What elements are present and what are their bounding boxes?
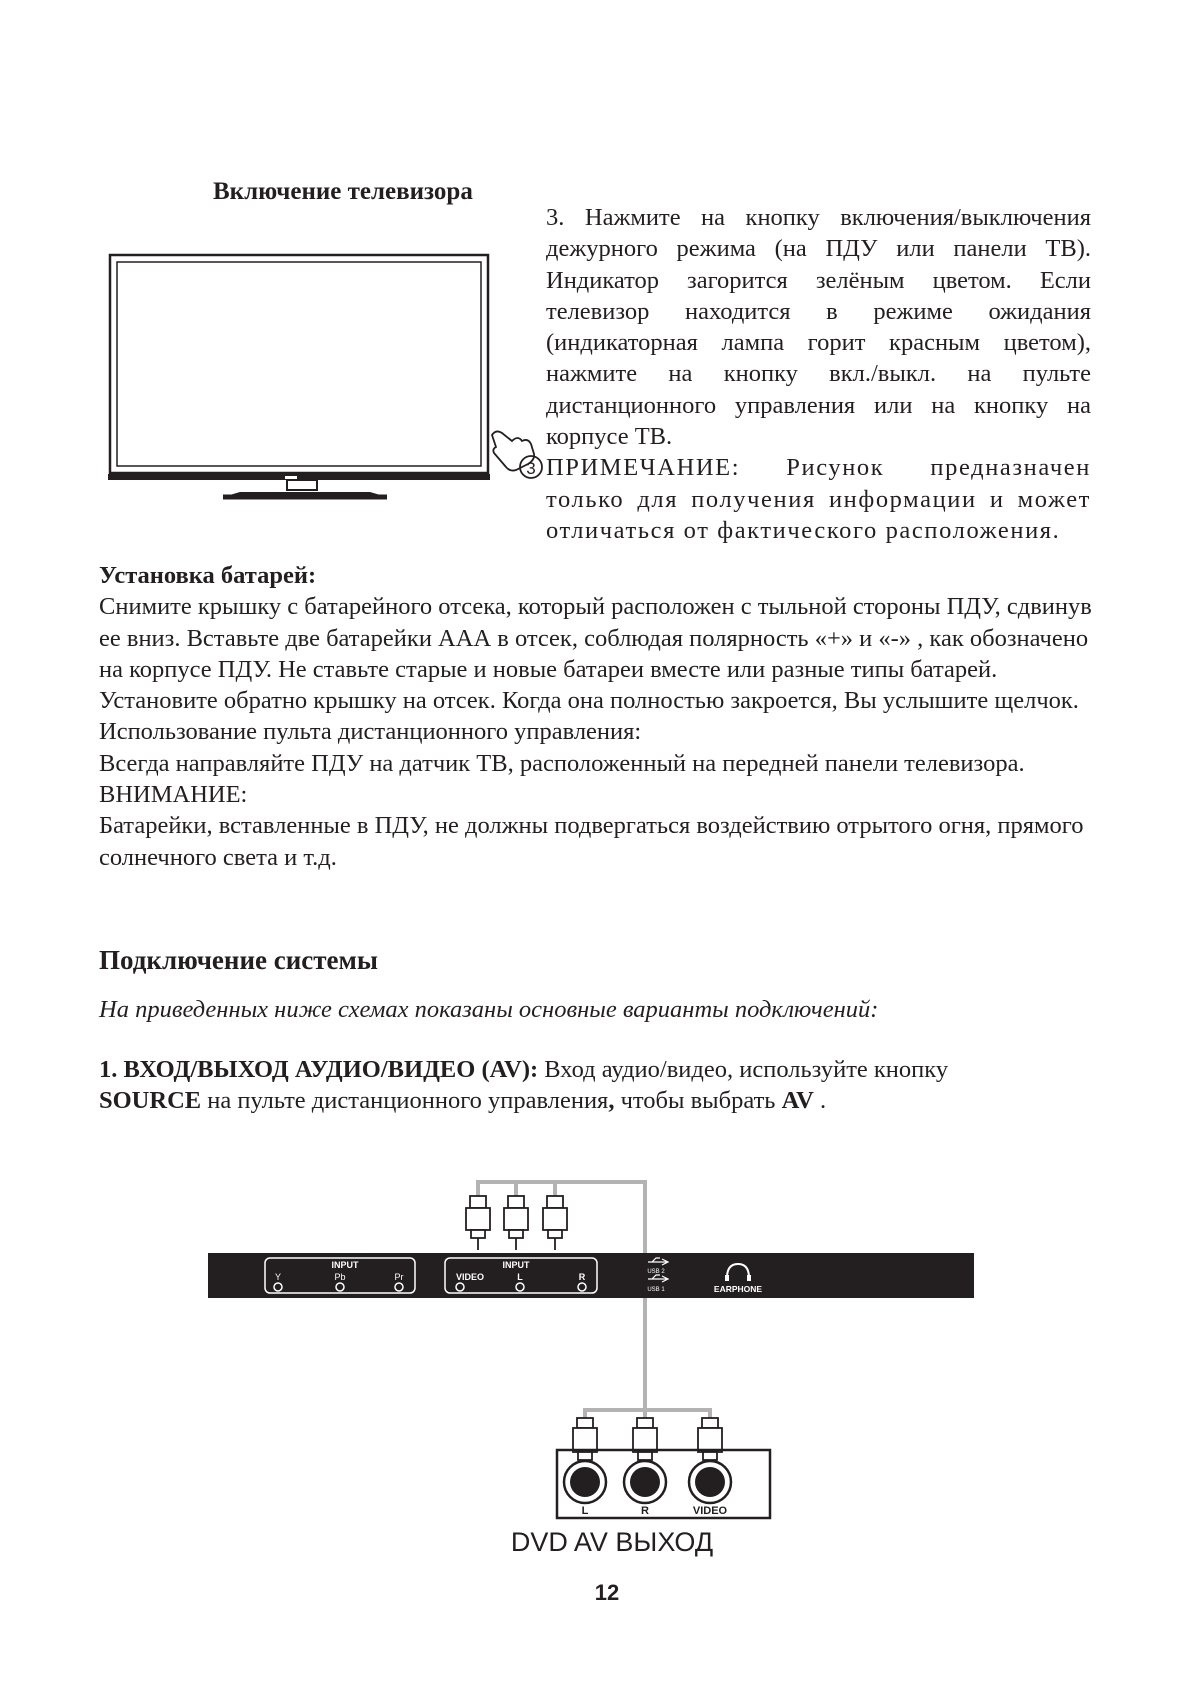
connection-intro: На приведенных ниже схемах показаны основные варианты подключений: (99, 996, 879, 1023)
connection-title: Подключение системы (99, 945, 378, 975)
pb-jack (336, 1283, 344, 1291)
svg-text:INPUT: INPUT (331, 1260, 359, 1270)
bottom-plugs (573, 1418, 722, 1460)
top-plug-1 (466, 1196, 490, 1250)
battery-paragraph-3: Всегда направляйте ПДУ на датчик ТВ, расположенный на передней панели телевизора. (99, 749, 1025, 777)
av-text-4: . (813, 1087, 827, 1115)
page-number: 12 (594, 1580, 620, 1605)
y-jack (274, 1283, 282, 1291)
battery-paragraph-1: Снимите крышку с батарейного отсека, который расположен с тыльной стороны ПДУ, сдвинув ее вниз. Вставьте две батарейки ААА в отсек, соблюдая полярность «+» и «-» , как обозначено на корпусе ПДУ. Не ставьте старые и новые батареи вместе или разные типы батарей. Установите обратно крышку на отсек. Когда она полностью закроется, Вы услышите щелчок. (99, 593, 1092, 715)
svg-text:EARPHONE: EARPHONE (713, 1284, 763, 1294)
svg-text:L: L (517, 1272, 523, 1282)
svg-text:Pr: Pr (394, 1272, 404, 1282)
tv-section-text (546, 202, 1091, 546)
l-jack (516, 1283, 524, 1291)
r-jack (578, 1283, 586, 1291)
av-av-word: AV (781, 1087, 814, 1115)
top-plugs (466, 1196, 567, 1250)
av-text-2: на пульте дистанционного управления (201, 1087, 609, 1115)
av-text-1: Вход аудио/видео, используйте кнопку (538, 1056, 949, 1083)
bottom-plug-2 (633, 1418, 657, 1460)
tv-note-text: ПРИМЕЧАНИЕ: Рисунок предназначен только для получения информации и может отличаться от фактического расположения. (546, 454, 1091, 544)
av-connection-diagram (0, 1160, 1190, 1530)
battery-paragraph-5: Батарейки, вставленные в ПДУ, не должны подвергаться воздействию отрытого огня, прямого солнечного света и т.д. (99, 812, 1084, 871)
av-source-word: SOURCE (99, 1087, 202, 1115)
dvd-video-label: VIDEO (692, 1505, 728, 1517)
dvd-l-label: L (581, 1505, 589, 1517)
svg-text:USB 1: USB 1 (647, 1287, 665, 1293)
top-plug-2 (504, 1196, 528, 1250)
svg-text:Pb: Pb (334, 1272, 346, 1282)
dvd-jacks (564, 1461, 731, 1517)
svg-text:Y: Y (274, 1272, 282, 1282)
bottom-plug-3 (698, 1418, 722, 1460)
pr-jack (395, 1283, 403, 1291)
av-heading: 1. ВХОД/ВЫХОД АУДИО/ВИДЕО (AV): (99, 1056, 539, 1083)
battery-paragraph-4: ВНИМАНИЕ: (99, 781, 248, 809)
top-plug-3 (543, 1196, 567, 1250)
svg-text:VIDEO: VIDEO (455, 1272, 485, 1282)
battery-paragraph-2: Использование пульта дистанционного управления: (99, 718, 642, 746)
av-description (99, 1054, 1099, 1117)
battery-title: Установка батарей: (99, 562, 317, 589)
bottom-plug-1 (573, 1418, 597, 1460)
svg-text:INPUT: INPUT (502, 1260, 530, 1270)
video-jack (456, 1283, 464, 1291)
tv-back-panel (208, 1253, 974, 1298)
svg-text:USB 2: USB 2 (647, 1269, 665, 1275)
svg-text:R: R (578, 1272, 586, 1282)
tv-section-title: Включение телевизора (213, 178, 473, 205)
av-comma: , (608, 1087, 615, 1115)
av-text-3: чтобы выбрать (614, 1087, 782, 1115)
tv-illustration (100, 245, 560, 505)
battery-section (99, 560, 1099, 873)
callout-number: 3 (526, 459, 536, 478)
dvd-av-output-label: DVD AV ВЫХОД (510, 1527, 714, 1557)
dvd-r-label: R (641, 1505, 649, 1517)
tv-step-text: 3. Нажмите на кнопку включения/выключения дежурного режима (на ПДУ или панели ТВ). Индикатор загорится зелёным цветом. Если телевизор находится в режиме ожидания (индикаторная лампа горит красным цветом), нажмите на кнопку вкл./выкл. на пульте дистанционного управления или на кнопку на корпусе ТВ. (546, 204, 1091, 451)
